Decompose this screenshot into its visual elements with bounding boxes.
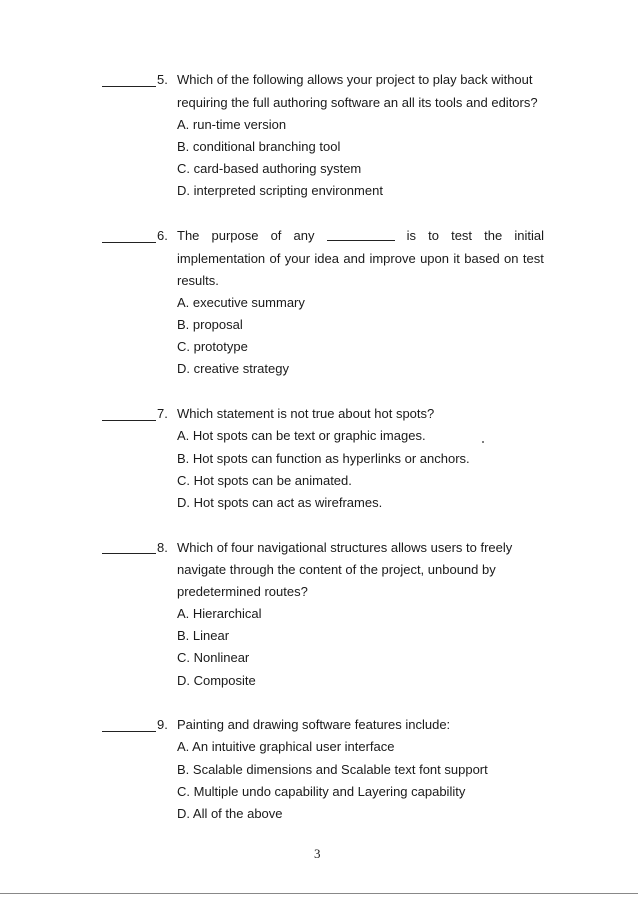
word: to (428, 228, 439, 243)
word: is (406, 228, 417, 243)
option-a: A. Hot spots can be text or graphic images. (177, 428, 426, 443)
question-text-line: Which of four navigational structures allows users to freely (177, 540, 513, 555)
question-text-line: predetermined routes? (177, 584, 308, 599)
question-number: 8. (157, 540, 168, 555)
option-b: B. Hot spots can function as hyperlinks or anchors. (177, 451, 470, 466)
word: your (284, 251, 311, 266)
fill-in-blank (327, 228, 395, 241)
answer-blank[interactable] (102, 553, 156, 554)
word: of (270, 228, 282, 243)
word: on (504, 251, 519, 266)
word: test (522, 251, 544, 266)
option-c: C. prototype (177, 339, 248, 354)
word: based (464, 251, 500, 266)
option-d: D. Hot spots can act as wireframes. (177, 495, 383, 510)
word: any (293, 228, 315, 243)
option-b: B. conditional branching tool (177, 139, 341, 154)
question-number: 5. (157, 72, 168, 87)
option-d: D. creative strategy (177, 361, 289, 376)
option-a: A. run-time version (177, 117, 287, 132)
word: The (177, 228, 200, 243)
option-c: C. Nonlinear (177, 650, 250, 665)
option-b: B. proposal (177, 317, 243, 332)
question-number: 9. (157, 717, 168, 732)
page-number: 3 (314, 846, 321, 861)
option-b: B. Scalable dimensions and Scalable text font support (177, 762, 488, 777)
page-bottom-edge (0, 893, 638, 894)
word: purpose (211, 228, 259, 243)
question-text-line: results. (177, 273, 219, 288)
word: of (269, 251, 281, 266)
question-text-line: Which of the following allows your project to play back without (177, 72, 533, 87)
word: idea (314, 251, 339, 266)
question-text-line: requiring the full authoring software an all its tools and editors? (177, 95, 538, 110)
option-d: D. All of the above (177, 806, 283, 821)
word: initial (514, 228, 544, 243)
question-text-line: Painting and drawing software features include: (177, 717, 451, 732)
scan-speck (482, 441, 484, 443)
question-text-line: navigate through the content of the project, unbound by (177, 562, 496, 577)
word: it (453, 251, 460, 266)
word: upon (420, 251, 449, 266)
word: improve (369, 251, 416, 266)
option-c: C. Multiple undo capability and Layering capability (177, 784, 466, 799)
word: and (343, 251, 366, 266)
option-c: C. Hot spots can be animated. (177, 473, 352, 488)
question-number: 6. (157, 228, 168, 243)
word: test (451, 228, 473, 243)
word: the (484, 228, 503, 243)
option-b: B. Linear (177, 628, 230, 643)
question-number: 7. (157, 406, 168, 421)
option-a: A. executive summary (177, 295, 305, 310)
answer-blank[interactable] (102, 420, 156, 421)
option-d: D. Composite (177, 673, 256, 688)
answer-blank[interactable] (102, 242, 156, 243)
answer-blank[interactable] (102, 86, 156, 87)
option-c: C. card-based authoring system (177, 161, 362, 176)
question-text-line (177, 251, 544, 267)
option-a: A. An intuitive graphical user interface (177, 739, 395, 754)
question-text-line (177, 228, 544, 244)
option-a: A. Hierarchical (177, 606, 262, 621)
word: implementation (177, 251, 266, 266)
question-text-line: Which statement is not true about hot spots? (177, 406, 435, 421)
option-d: D. interpreted scripting environment (177, 183, 383, 198)
answer-blank[interactable] (102, 731, 156, 732)
